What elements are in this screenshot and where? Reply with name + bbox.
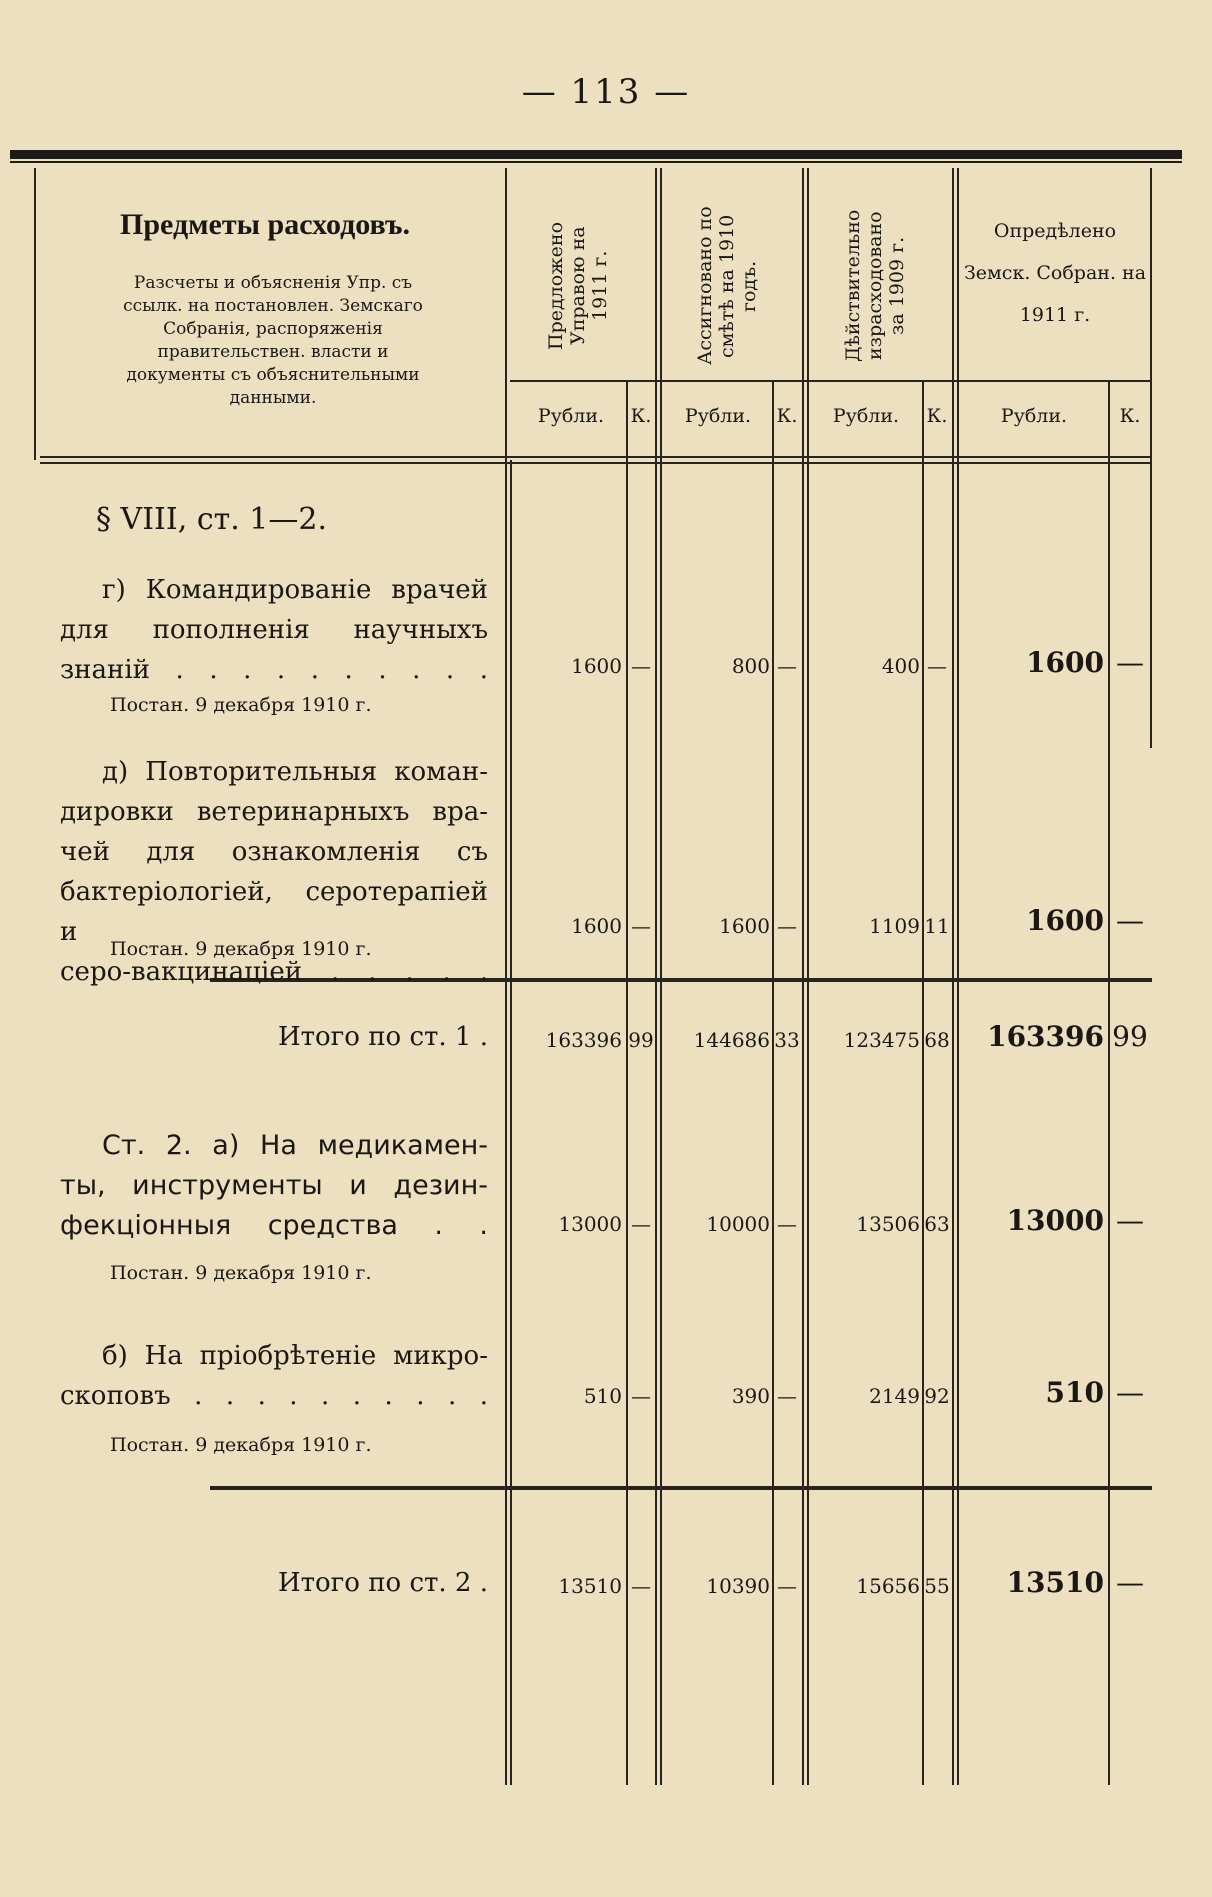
- total-st2-actual-kop: 55: [924, 1574, 950, 1598]
- row-g-actual-kop: —: [927, 654, 947, 678]
- unit-actual-kop: К.: [926, 405, 948, 427]
- row-b-line-1: б) На пріобрѣтеніе микро-: [102, 1341, 488, 1371]
- row-d-decided-rub: 1600: [1026, 904, 1104, 937]
- top-rule-thin: [10, 161, 1182, 163]
- header-col-decided: Опредѣлено Земск. Собран. на 1911 г.: [963, 220, 1147, 326]
- row-st2a-line-2: ты, инструменты и дезин-: [60, 1170, 488, 1201]
- row-b-note: Постан. 9 декабря 1910 г.: [110, 1434, 372, 1456]
- header-col-assigned: Ассигновано по смѣтѣ на 1910 годъ.: [694, 206, 760, 366]
- row-st2a-line-1: Ст. 2. а) На медикамен-: [102, 1130, 488, 1161]
- row-g-assigned-rub: 800: [731, 654, 770, 678]
- total-st2-proposed-rub: 13510: [558, 1574, 622, 1598]
- row-st2a-assigned-kop: —: [777, 1212, 797, 1236]
- col-divider-proposed: [655, 168, 657, 1785]
- row-st2a-text: [60, 1126, 488, 1246]
- row-g-decided-rub: 1600: [1026, 646, 1104, 679]
- row-st2a-actual-rub: 13506: [856, 1212, 920, 1236]
- total-st2-label: Итого по ст. 2 .: [277, 1568, 488, 1598]
- col-divider-actual: [952, 168, 954, 1785]
- total-st1-proposed-rub: 163396: [545, 1028, 622, 1052]
- row-st2a-note: Постан. 9 декабря 1910 г.: [110, 1262, 372, 1284]
- unit-actual-rub: Рубли.: [832, 405, 900, 427]
- row-d-proposed-kop: —: [631, 914, 651, 938]
- row-st2a-actual-kop: 63: [924, 1212, 950, 1236]
- col-divider-actual-2: [957, 168, 959, 1785]
- col-divider-subjects: [505, 168, 507, 1785]
- row-g-text: [60, 570, 488, 690]
- row-st2a-decided-kop: —: [1116, 1204, 1144, 1237]
- unit-assigned-rub: Рубли.: [684, 405, 752, 427]
- row-d-assigned-rub: 1600: [719, 914, 770, 938]
- row-g-decided-kop: —: [1116, 646, 1144, 679]
- row-g-line-3: знаній . . . . . . . . . .: [60, 655, 488, 685]
- row-b-decided-rub: 510: [1045, 1376, 1104, 1409]
- row-b-proposed-kop: —: [631, 1384, 651, 1408]
- total-st2-assigned-kop: —: [777, 1574, 797, 1598]
- row-b-proposed-rub: 510: [583, 1384, 622, 1408]
- row-b-text: [60, 1336, 488, 1416]
- row-d-note: Постан. 9 декабря 1910 г.: [110, 938, 372, 960]
- table-right-border: [1150, 168, 1152, 748]
- total-st1-actual-kop: 68: [924, 1028, 950, 1052]
- header-col-proposed: Предложено Управою на 1911 г.: [545, 222, 611, 351]
- row-g-line-2: для пополненія научныхъ: [60, 615, 488, 645]
- row-st2a-proposed-rub: 13000: [558, 1212, 622, 1236]
- col-divider-assigned-2: [807, 168, 809, 1785]
- row-d-actual-rub: 1109: [869, 914, 920, 938]
- top-rule: [10, 150, 1182, 159]
- total-st2-decided-kop: —: [1116, 1566, 1144, 1599]
- header-bottom-rule-2: [40, 462, 1150, 464]
- page-number: — 113 —: [521, 72, 691, 112]
- total-st2-assigned-rub: 10390: [706, 1574, 770, 1598]
- row-g-proposed-rub: 1600: [571, 654, 622, 678]
- row-d-actual-kop: 11: [924, 914, 950, 938]
- total-st1-decided-kop: 99: [1112, 1020, 1148, 1053]
- total-st1-actual-rub: 123475: [843, 1028, 920, 1052]
- unit-proposed-rub: Рубли.: [537, 405, 605, 427]
- row-d-line-1: д) Повторительныя коман-: [102, 757, 488, 787]
- total-st1-decided-rub: 163396: [987, 1020, 1104, 1053]
- header-title: Предметы расходовъ.: [120, 208, 410, 241]
- row-st2a-line-3: фекціонныя средства . .: [60, 1210, 488, 1241]
- row-b-assigned-kop: —: [777, 1384, 797, 1408]
- row-b-actual-rub: 2149: [869, 1384, 920, 1408]
- row-st2a-proposed-kop: —: [631, 1212, 651, 1236]
- total-st1-assigned-rub: 144686: [693, 1028, 770, 1052]
- row-st2a-assigned-rub: 10000: [706, 1212, 770, 1236]
- unit-assigned-kop: К.: [776, 405, 798, 427]
- unit-decided-kop: К.: [1119, 405, 1141, 427]
- total-st1-assigned-kop: 33: [774, 1028, 800, 1052]
- total-st1-proposed-kop: 99: [628, 1028, 654, 1052]
- row-d-line-5: серо-вакцинаціей . . . . .: [60, 957, 488, 987]
- row-g-line-1: г) Командированіе врачей: [102, 575, 488, 605]
- table-left-border: [34, 168, 36, 460]
- row-d-line-3: чей для ознакомленія съ: [60, 837, 488, 867]
- unit-decided-rub: Рубли.: [1000, 405, 1068, 427]
- total-st2-decided-rub: 13510: [1006, 1566, 1104, 1599]
- row-g-actual-rub: 400: [881, 654, 920, 678]
- header-subdivider: [510, 380, 1150, 382]
- section2-rule: [210, 1486, 1152, 1490]
- total-st2-proposed-kop: —: [631, 1574, 651, 1598]
- row-st2a-decided-rub: 13000: [1006, 1204, 1104, 1237]
- row-b-actual-kop: 92: [924, 1384, 950, 1408]
- unit-proposed-kop: К.: [630, 405, 652, 427]
- row-g-assigned-kop: —: [777, 654, 797, 678]
- total-st2-actual-rub: 15656: [856, 1574, 920, 1598]
- header-description: Разсчеты и объясненія Упр. съ ссылк. на постановлен. Земскаго Собранія, распоряженія правительствен. власти и документы съ объяснительными данными.: [123, 273, 423, 408]
- row-b-assigned-rub: 390: [731, 1384, 770, 1408]
- row-d-decided-kop: —: [1116, 904, 1144, 937]
- row-d-assigned-kop: —: [777, 914, 797, 938]
- row-d-proposed-rub: 1600: [571, 914, 622, 938]
- total-st1-label: Итого по ст. 1 .: [277, 1022, 488, 1052]
- col-divider-proposed-2: [660, 168, 662, 1785]
- row-d-line-2: дировки ветеринарныхъ вра-: [60, 797, 488, 827]
- row-d-line-4: бактеріологіей, серотерапіей и: [60, 877, 488, 947]
- section-heading: § VIII, ст. 1—2.: [96, 502, 328, 537]
- row-g-note: Постан. 9 декабря 1910 г.: [110, 694, 372, 716]
- col-divider-assigned: [802, 168, 804, 1785]
- row-g-proposed-kop: —: [631, 654, 651, 678]
- row-b-decided-kop: —: [1116, 1376, 1144, 1409]
- row-b-line-2: скоповъ . . . . . . . . . .: [60, 1381, 488, 1411]
- header-col-actual: Дѣйствительно израсходовано за 1909 г.: [842, 209, 908, 363]
- header-bottom-rule: [40, 456, 1150, 458]
